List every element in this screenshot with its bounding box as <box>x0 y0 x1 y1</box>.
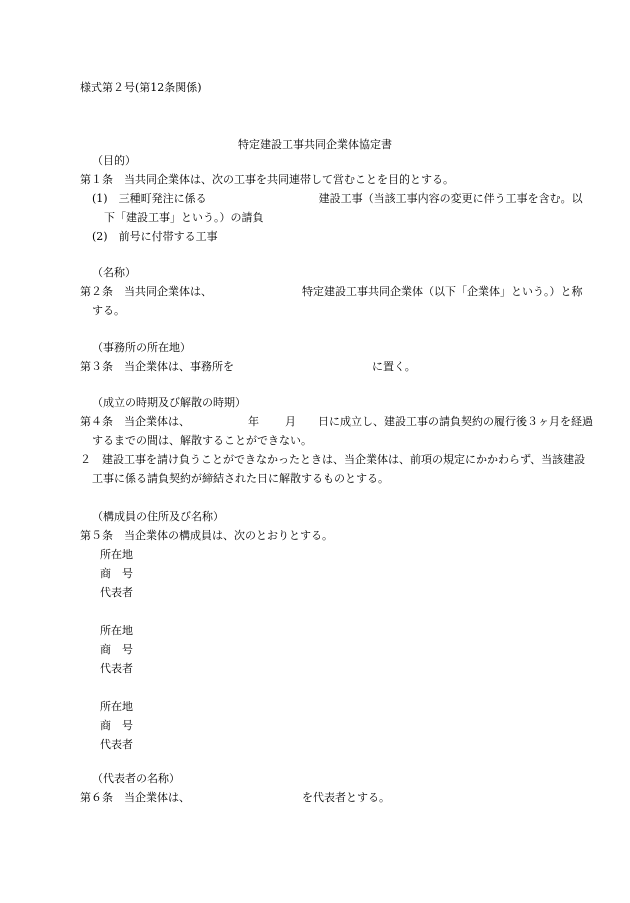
month-label: 月 <box>285 415 296 428</box>
article-3 <box>80 339 560 377</box>
article-2-text <box>80 283 583 302</box>
article-2-text-a: 第２条 当共同企業体は、 <box>80 285 212 298</box>
member-3-trade-name: 商 号 <box>100 719 133 732</box>
article-6-caption: （代表者の名称） <box>92 772 180 785</box>
article-6-text-b: を代表者とする。 <box>302 791 390 804</box>
article-1-item-2: (2) 前号に付帯する工事 <box>92 230 218 243</box>
article-5-caption: （構成員の住所及び名称） <box>92 510 224 523</box>
article-1 <box>80 152 583 247</box>
year-label: 年 <box>248 415 259 428</box>
article-1-item-1 <box>80 190 583 209</box>
article-1-item-1-cont: 下「建設工事」という。）の請負 <box>104 211 264 224</box>
article-4-text-a: 第４条 当企業体は、 <box>80 415 190 428</box>
article-4-text <box>80 413 593 432</box>
form-number: 様式第２号(第12条関係) <box>80 81 202 94</box>
item-1-text-b: 建設工事（当該工事内容の変更に伴う工事を含む。以 <box>318 192 583 205</box>
member-2-trade-name: 商 号 <box>100 643 133 656</box>
article-4-caption: （成立の時期及び解散の時期） <box>92 396 246 409</box>
article-2-caption: （名称） <box>92 266 136 279</box>
member-1-representative: 代表者 <box>100 586 133 599</box>
article-3-text <box>80 358 560 377</box>
article-3-text-a: 第３条 当企業体は、事務所を <box>80 360 234 373</box>
article-4-para-2-cont: 工事に係る請負契約が締結された日に解散するものとする。 <box>92 472 389 485</box>
article-5-text: 第５条 当企業体の構成員は、次のとおりとする。 <box>80 529 333 542</box>
article-5 <box>80 508 560 755</box>
document-title: 特定建設工事共同企業体協定書 <box>238 138 392 151</box>
article-3-caption: （事務所の所在地） <box>92 341 191 354</box>
article-1-text: 第１条 当共同企業体は、次の工事を共同連帯して営むことを目的とする。 <box>80 173 454 186</box>
member-3-address: 所在地 <box>100 700 133 713</box>
member-1-trade-name: 商 号 <box>100 567 133 580</box>
item-1-text-a: (1) 三種町発注に係る <box>92 192 207 205</box>
article-4-para-2: ２ 建設工事を請け負うことができなかったときは、当企業体は、前項の規定にかかわらず、当該建設 <box>80 453 586 466</box>
article-2 <box>80 264 583 321</box>
article-4 <box>80 394 593 489</box>
article-4-text-b: 日に成立し、建設工事の請負契約の履行後３ヶ月を経過 <box>318 415 593 428</box>
member-2-address: 所在地 <box>100 624 133 637</box>
member-1-address: 所在地 <box>100 548 133 561</box>
article-4-cont: するまでの間は、解散することができない。 <box>92 434 312 447</box>
article-1-caption: （目的） <box>92 154 136 167</box>
article-2-cont: する。 <box>92 304 125 317</box>
article-6-text <box>80 789 560 808</box>
article-2-text-b: 特定建設工事共同企業体（以下「企業体」という。）と称 <box>302 285 583 298</box>
member-3-representative: 代表者 <box>100 738 133 751</box>
article-6-text-a: 第６条 当企業体は、 <box>80 791 190 804</box>
article-3-text-b: に置く。 <box>372 360 416 373</box>
article-6 <box>80 770 560 808</box>
member-2-representative: 代表者 <box>100 662 133 675</box>
